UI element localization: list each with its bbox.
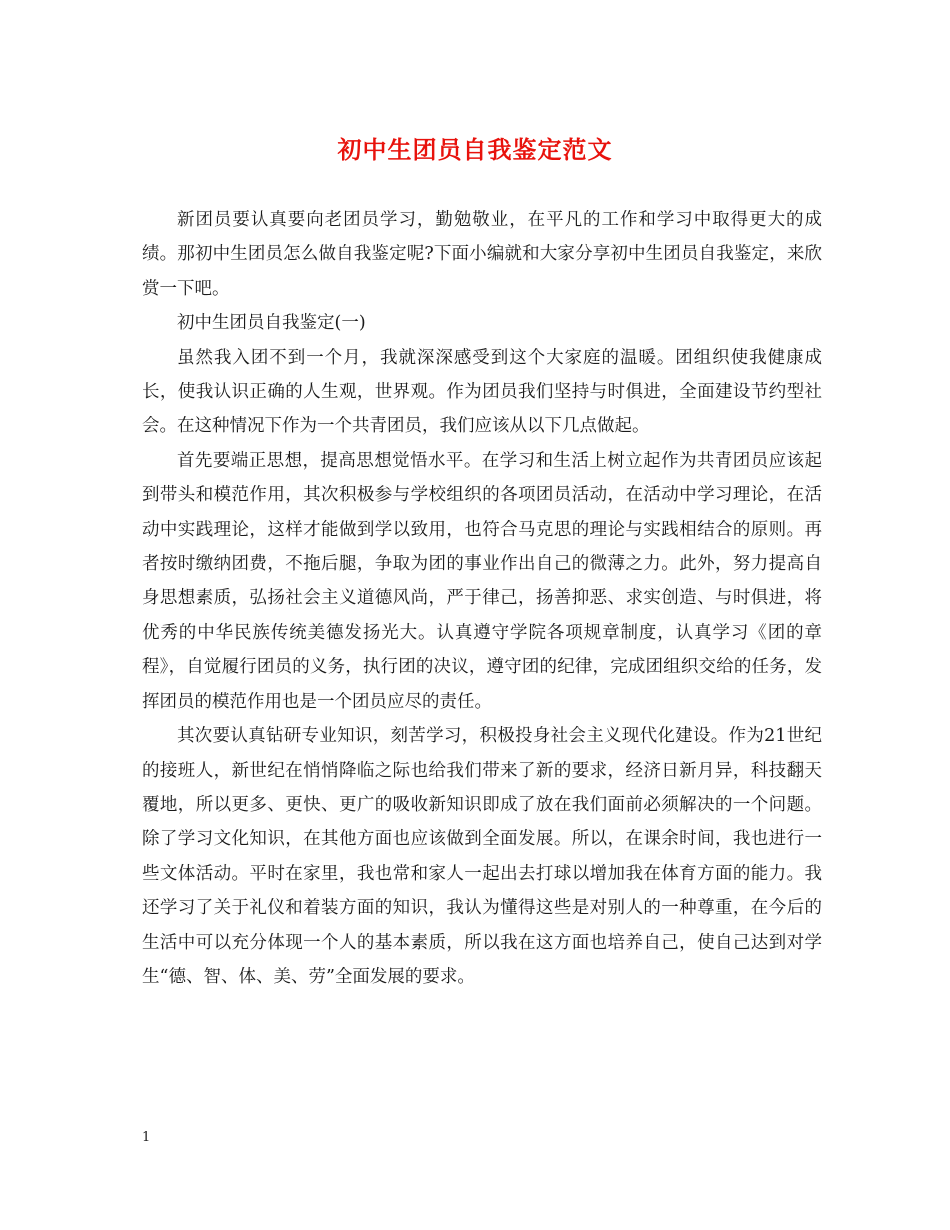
intro-paragraph: 新团员要认真要向老团员学习，勤勉敬业，在平凡的工作和学习中取得更大的成绩。那初中生团员怎么做自我鉴定呢?下面小编就和大家分享初中生团员自我鉴定，来欣赏一下吧。: [142, 210, 822, 299]
page-number: 1: [142, 1130, 151, 1145]
document-body: [142, 203, 822, 994]
body-paragraph: 首先要端正思想，提高思想觉悟水平。在学习和生活上树立起作为共青团员应该起到带头和模范作用，其次积极参与学校组织的各项团员活动，在活动中学习理论，在活动中实践理论，这样才能做到学以致用，也符合马克思的理论与实践相结合的原则。再者按时缴纳团费，不拖后腿，争取为团的事业作出自己的微薄之力。此外，努力提高自身思想素质，弘扬社会主义道德风尚，严于律己，扬善抑恶、求实创造、与时俱进，将优秀的中华民族传统美德发扬光大。认真遵守学院各项规章制度，认真学习《团的章程》，自觉履行团员的义务，执行团的决议，遵守团的纪律，完成团组织交给的任务，发挥团员的模范作用也是一个团员应尽的责任。: [142, 450, 822, 712]
body-paragraph: 其次要认真钻研专业知识，刻苦学习，积极投身社会主义现代化建设。作为21世纪的接班人，新世纪在悄悄降临之际也给我们带来了新的要求，经济日新月异，科技翻天覆地，所以更多、更快、更广的吸收新知识即成了放在我们面前必须解决的一个问题。除了学习文化知识，在其他方面也应该做到全面发展。所以，在课余时间，我也进行一些文体活动。平时在家里，我也常和家人一起出去打球以增加我在体育方面的能力。我还学习了关于礼仪和着装方面的知识，我认为懂得这些是对别人的一种尊重，在今后的生活中可以充分体现一个人的基本素质，所以我在这方面也培养自己，使自己达到对学生“德、智、体、美、劳”全面发展的要求。: [142, 726, 822, 987]
body-paragraph: 虽然我入团不到一个月，我就深深感受到这个大家庭的温暖。团组织使我健康成长，使我认识正确的人生观，世界观。作为团员我们坚持与时俱进，全面建设节约型社会。在这种情况下作为一个共青团员，我们应该从以下几点做起。: [142, 347, 822, 437]
document-title: 初中生团员自我鉴定范文: [337, 135, 613, 164]
section-heading: 初中生团员自我鉴定(一): [177, 313, 366, 334]
